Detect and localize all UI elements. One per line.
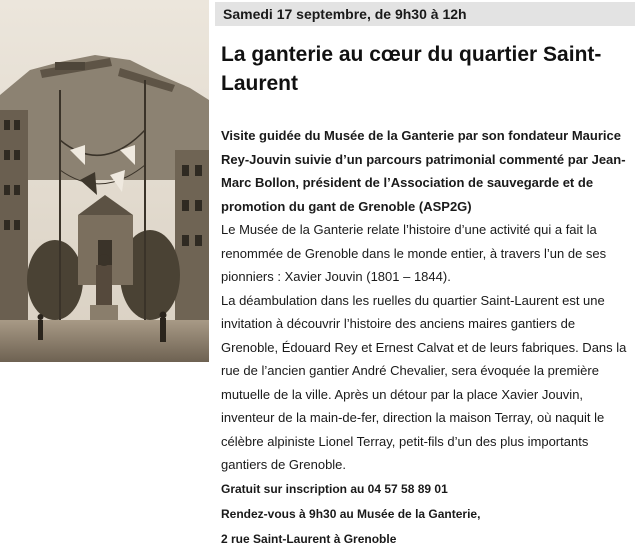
meeting-point: Rendez-vous à 9h30 au Musée de la Ganterie, (221, 506, 481, 521)
event-date-header: Samedi 17 septembre, de 9h30 à 12h (215, 2, 635, 26)
historic-street-photo (0, 0, 209, 362)
event-paragraph-1: Le Musée de la Ganterie relate l’histoire d’une activité qui a fait la renommée de Grenoble dans le monde entier, à travers l’un de ses pionniers : Xavier Jouvin (1801 – 1844). (221, 222, 607, 284)
event-intro: Visite guidée du Musée de la Ganterie par son fondateur Maurice Rey-Jouvin suivie d’un parcours patrimonial commenté par Jean-Marc Bollon, président de l’Association de sauvegarde et de promotion du gant de Grenoble (ASP2G) (221, 128, 626, 214)
event-title: La ganterie au cœur du quartier Saint-Laurent (221, 43, 602, 95)
event-paragraph-2: La déambulation dans les ruelles du quartier Saint-Laurent est une invitation à découvrir l’histoire des anciens maires gantiers de Grenoble, Édouard Rey et Ernest Calvat et de leurs fabriques. Dans la rue de l’ancien gantier André Chevalier, sera évoquée la première mutuelle de la ville. Après un détour par la place Xavier Jouvin, inventeur de la main-de-fer, direction la maison Terray, où naquit le célèbre alpiniste Lionel Terray, petit-fils d’un des plus importants gantiers de Grenoble. (221, 292, 627, 472)
event-address: 2 rue Saint-Laurent à Grenoble (221, 531, 397, 546)
registration-info: Gratuit sur inscription au 04 57 58 89 01 (221, 481, 448, 496)
event-content (221, 40, 633, 552)
sepia-photo-illustration (0, 0, 209, 362)
